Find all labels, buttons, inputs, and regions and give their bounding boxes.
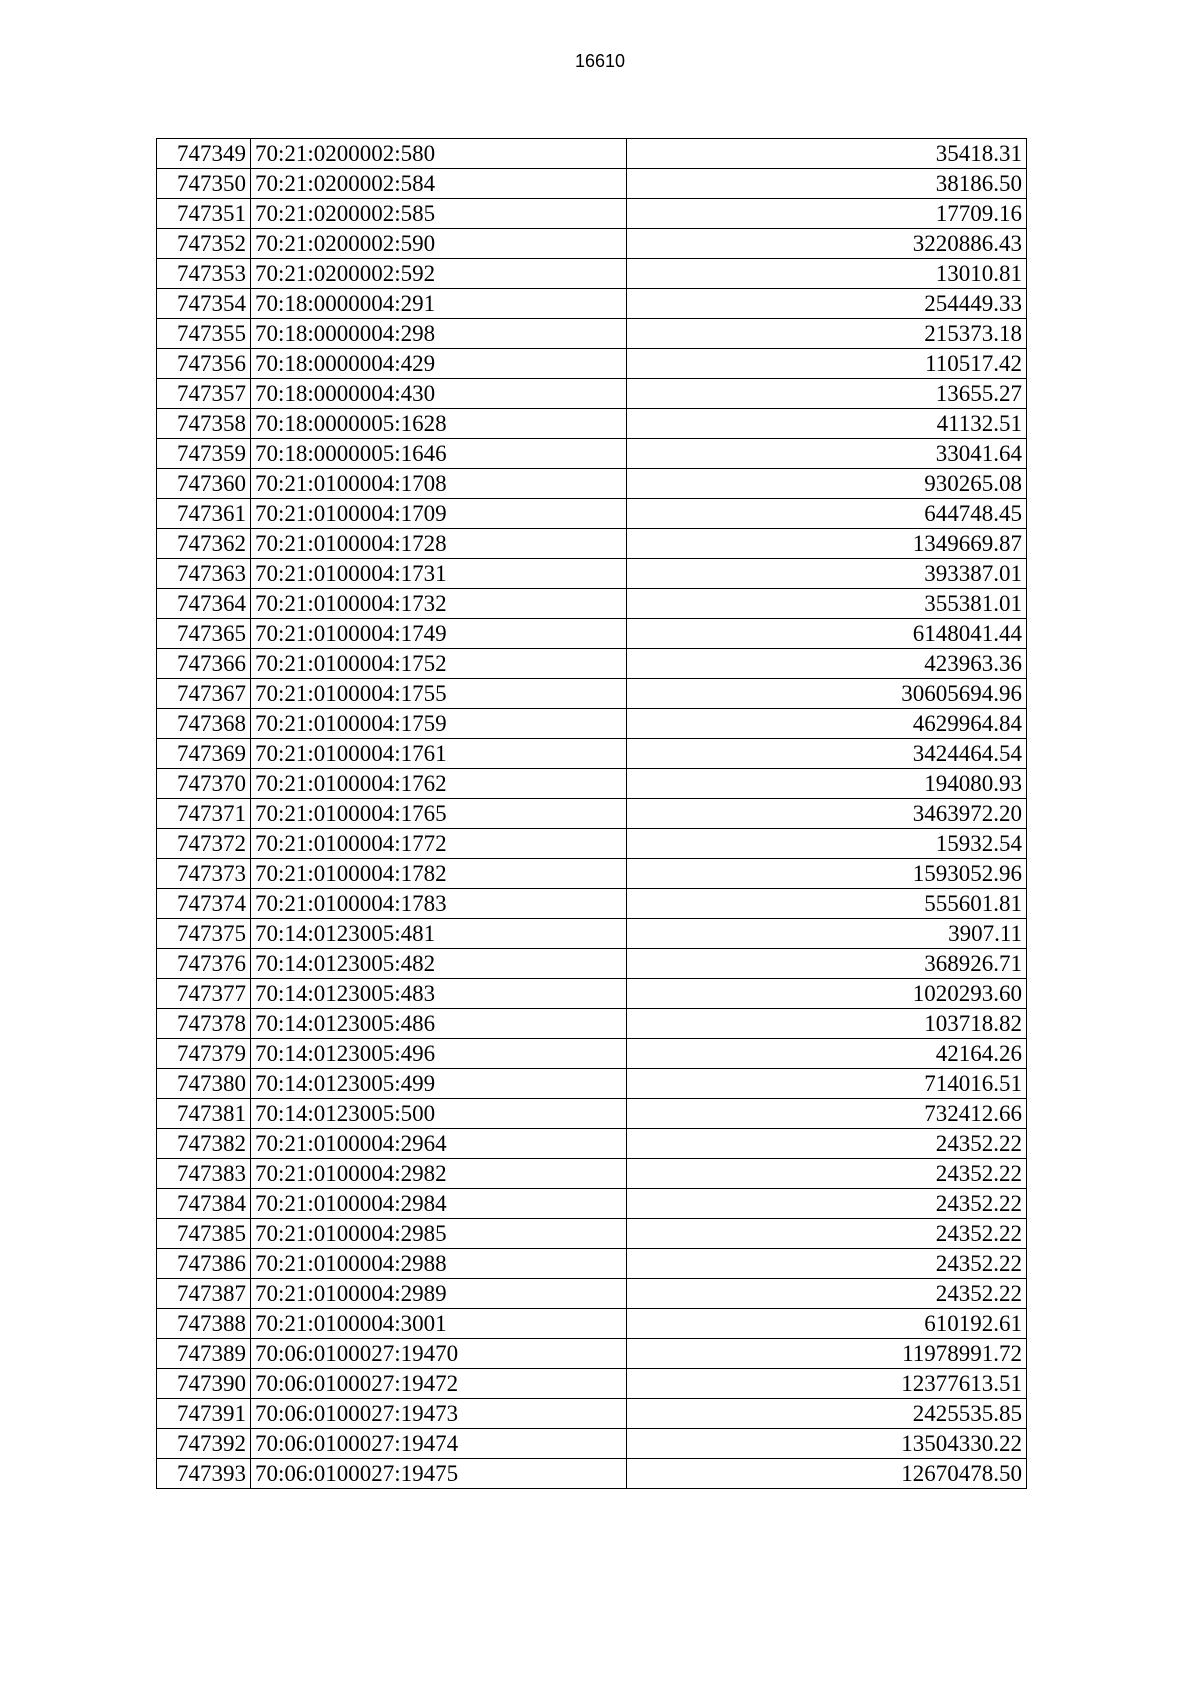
row-id-cell: 747357 xyxy=(157,379,251,409)
value-cell: 368926.71 xyxy=(627,949,1027,979)
row-id-cell: 747353 xyxy=(157,259,251,289)
value-cell: 1593052.96 xyxy=(627,859,1027,889)
row-id-cell: 747370 xyxy=(157,769,251,799)
row-id-cell: 747363 xyxy=(157,559,251,589)
table-row xyxy=(157,1459,1027,1489)
table-row xyxy=(157,1369,1027,1399)
table-row xyxy=(157,1219,1027,1249)
row-id-cell: 747376 xyxy=(157,949,251,979)
table-row xyxy=(157,619,1027,649)
table-row xyxy=(157,1039,1027,1069)
value-cell: 24352.22 xyxy=(627,1189,1027,1219)
cadastral-number-cell: 70:21:0100004:1783 xyxy=(251,889,627,919)
row-id-cell: 747381 xyxy=(157,1099,251,1129)
value-cell: 15932.54 xyxy=(627,829,1027,859)
value-cell: 3907.11 xyxy=(627,919,1027,949)
row-id-cell: 747386 xyxy=(157,1249,251,1279)
row-id-cell: 747392 xyxy=(157,1429,251,1459)
value-cell: 30605694.96 xyxy=(627,679,1027,709)
table-row xyxy=(157,469,1027,499)
cadastral-number-cell: 70:21:0100004:1708 xyxy=(251,469,627,499)
table-row xyxy=(157,409,1027,439)
table-row xyxy=(157,259,1027,289)
row-id-cell: 747354 xyxy=(157,289,251,319)
table-row xyxy=(157,499,1027,529)
table-row xyxy=(157,589,1027,619)
value-cell: 355381.01 xyxy=(627,589,1027,619)
table-row xyxy=(157,1099,1027,1129)
row-id-cell: 747368 xyxy=(157,709,251,739)
cadastral-number-cell: 70:18:0000005:1646 xyxy=(251,439,627,469)
value-cell: 3220886.43 xyxy=(627,229,1027,259)
row-id-cell: 747367 xyxy=(157,679,251,709)
value-cell: 35418.31 xyxy=(627,139,1027,169)
cadastral-number-cell: 70:21:0100004:1709 xyxy=(251,499,627,529)
table-row xyxy=(157,799,1027,829)
value-cell: 194080.93 xyxy=(627,769,1027,799)
value-cell: 24352.22 xyxy=(627,1249,1027,1279)
value-cell: 732412.66 xyxy=(627,1099,1027,1129)
value-cell: 1020293.60 xyxy=(627,979,1027,1009)
row-id-cell: 747389 xyxy=(157,1339,251,1369)
cadastral-value-table xyxy=(156,138,1027,1489)
table-row xyxy=(157,709,1027,739)
cadastral-number-cell: 70:21:0100004:1731 xyxy=(251,559,627,589)
table-row xyxy=(157,229,1027,259)
value-cell: 17709.16 xyxy=(627,199,1027,229)
value-cell: 12377613.51 xyxy=(627,1369,1027,1399)
row-id-cell: 747349 xyxy=(157,139,251,169)
table-row xyxy=(157,379,1027,409)
row-id-cell: 747377 xyxy=(157,979,251,1009)
value-cell: 38186.50 xyxy=(627,169,1027,199)
value-cell: 714016.51 xyxy=(627,1069,1027,1099)
cadastral-number-cell: 70:14:0123005:500 xyxy=(251,1099,627,1129)
cadastral-number-cell: 70:21:0200002:580 xyxy=(251,139,627,169)
row-id-cell: 747374 xyxy=(157,889,251,919)
table-row xyxy=(157,1339,1027,1369)
row-id-cell: 747371 xyxy=(157,799,251,829)
table-row xyxy=(157,289,1027,319)
table-row xyxy=(157,889,1027,919)
cadastral-number-cell: 70:06:0100027:19473 xyxy=(251,1399,627,1429)
row-id-cell: 747372 xyxy=(157,829,251,859)
value-cell: 24352.22 xyxy=(627,1279,1027,1309)
value-cell: 6148041.44 xyxy=(627,619,1027,649)
table-row xyxy=(157,919,1027,949)
row-id-cell: 747358 xyxy=(157,409,251,439)
cadastral-number-cell: 70:21:0100004:2988 xyxy=(251,1249,627,1279)
cadastral-number-cell: 70:21:0100004:1762 xyxy=(251,769,627,799)
value-cell: 42164.26 xyxy=(627,1039,1027,1069)
value-cell: 41132.51 xyxy=(627,409,1027,439)
cadastral-number-cell: 70:21:0100004:1772 xyxy=(251,829,627,859)
table-row xyxy=(157,769,1027,799)
row-id-cell: 747366 xyxy=(157,649,251,679)
value-cell: 644748.45 xyxy=(627,499,1027,529)
row-id-cell: 747373 xyxy=(157,859,251,889)
value-cell: 610192.61 xyxy=(627,1309,1027,1339)
row-id-cell: 747361 xyxy=(157,499,251,529)
cadastral-number-cell: 70:21:0100004:2982 xyxy=(251,1159,627,1189)
value-cell: 12670478.50 xyxy=(627,1459,1027,1489)
cadastral-number-cell: 70:21:0100004:1765 xyxy=(251,799,627,829)
row-id-cell: 747351 xyxy=(157,199,251,229)
row-id-cell: 747355 xyxy=(157,319,251,349)
value-cell: 2425535.85 xyxy=(627,1399,1027,1429)
cadastral-number-cell: 70:14:0123005:483 xyxy=(251,979,627,1009)
table-row xyxy=(157,139,1027,169)
row-id-cell: 747362 xyxy=(157,529,251,559)
value-cell: 393387.01 xyxy=(627,559,1027,589)
cadastral-number-cell: 70:21:0100004:3001 xyxy=(251,1309,627,1339)
table-row xyxy=(157,1399,1027,1429)
cadastral-number-cell: 70:21:0200002:585 xyxy=(251,199,627,229)
table-row xyxy=(157,559,1027,589)
row-id-cell: 747384 xyxy=(157,1189,251,1219)
cadastral-number-cell: 70:06:0100027:19474 xyxy=(251,1429,627,1459)
table-row xyxy=(157,649,1027,679)
value-cell: 24352.22 xyxy=(627,1159,1027,1189)
cadastral-number-cell: 70:21:0100004:1755 xyxy=(251,679,627,709)
row-id-cell: 747379 xyxy=(157,1039,251,1069)
table-row xyxy=(157,349,1027,379)
value-cell: 33041.64 xyxy=(627,439,1027,469)
row-id-cell: 747391 xyxy=(157,1399,251,1429)
table-row xyxy=(157,529,1027,559)
value-cell: 110517.42 xyxy=(627,349,1027,379)
table-row xyxy=(157,1009,1027,1039)
cadastral-number-cell: 70:06:0100027:19470 xyxy=(251,1339,627,1369)
cadastral-number-cell: 70:21:0100004:2984 xyxy=(251,1189,627,1219)
table-row xyxy=(157,1249,1027,1279)
row-id-cell: 747364 xyxy=(157,589,251,619)
table-row xyxy=(157,319,1027,349)
cadastral-number-cell: 70:21:0100004:2989 xyxy=(251,1279,627,1309)
cadastral-number-cell: 70:21:0100004:1752 xyxy=(251,649,627,679)
value-cell: 254449.33 xyxy=(627,289,1027,319)
value-cell: 3463972.20 xyxy=(627,799,1027,829)
row-id-cell: 747380 xyxy=(157,1069,251,1099)
cadastral-number-cell: 70:14:0123005:496 xyxy=(251,1039,627,1069)
table-row xyxy=(157,1159,1027,1189)
cadastral-number-cell: 70:21:0100004:1728 xyxy=(251,529,627,559)
table-row xyxy=(157,1309,1027,1339)
table-row xyxy=(157,439,1027,469)
table-row xyxy=(157,1129,1027,1159)
row-id-cell: 747369 xyxy=(157,739,251,769)
cadastral-number-cell: 70:21:0200002:584 xyxy=(251,169,627,199)
cadastral-number-cell: 70:21:0100004:1749 xyxy=(251,619,627,649)
value-cell: 103718.82 xyxy=(627,1009,1027,1039)
value-cell: 215373.18 xyxy=(627,319,1027,349)
cadastral-number-cell: 70:21:0100004:1732 xyxy=(251,589,627,619)
cadastral-number-cell: 70:14:0123005:499 xyxy=(251,1069,627,1099)
table-row xyxy=(157,949,1027,979)
row-id-cell: 747382 xyxy=(157,1129,251,1159)
value-cell: 13010.81 xyxy=(627,259,1027,289)
cadastral-number-cell: 70:21:0200002:592 xyxy=(251,259,627,289)
value-cell: 555601.81 xyxy=(627,889,1027,919)
table-row xyxy=(157,1279,1027,1309)
row-id-cell: 747383 xyxy=(157,1159,251,1189)
cadastral-number-cell: 70:21:0100004:1761 xyxy=(251,739,627,769)
value-cell: 423963.36 xyxy=(627,649,1027,679)
cadastral-number-cell: 70:18:0000004:298 xyxy=(251,319,627,349)
table-row xyxy=(157,1069,1027,1099)
row-id-cell: 747352 xyxy=(157,229,251,259)
cadastral-number-cell: 70:14:0123005:481 xyxy=(251,919,627,949)
page-number: 16610 xyxy=(574,51,626,71)
cadastral-number-cell: 70:18:0000005:1628 xyxy=(251,409,627,439)
cadastral-number-cell: 70:18:0000004:429 xyxy=(251,349,627,379)
value-cell: 24352.22 xyxy=(627,1219,1027,1249)
row-id-cell: 747365 xyxy=(157,619,251,649)
row-id-cell: 747385 xyxy=(157,1219,251,1249)
value-cell: 11978991.72 xyxy=(627,1339,1027,1369)
row-id-cell: 747378 xyxy=(157,1009,251,1039)
row-id-cell: 747350 xyxy=(157,169,251,199)
value-cell: 24352.22 xyxy=(627,1129,1027,1159)
table-row xyxy=(157,979,1027,1009)
value-cell: 1349669.87 xyxy=(627,529,1027,559)
table-row xyxy=(157,169,1027,199)
cadastral-number-cell: 70:21:0100004:2985 xyxy=(251,1219,627,1249)
table-body xyxy=(157,139,1027,1489)
cadastral-number-cell: 70:21:0100004:2964 xyxy=(251,1129,627,1159)
row-id-cell: 747356 xyxy=(157,349,251,379)
cadastral-number-cell: 70:14:0123005:482 xyxy=(251,949,627,979)
table-row xyxy=(157,1429,1027,1459)
cadastral-number-cell: 70:18:0000004:430 xyxy=(251,379,627,409)
table-row xyxy=(157,859,1027,889)
value-cell: 4629964.84 xyxy=(627,709,1027,739)
cadastral-number-cell: 70:14:0123005:486 xyxy=(251,1009,627,1039)
row-id-cell: 747359 xyxy=(157,439,251,469)
table-row xyxy=(157,199,1027,229)
table-row xyxy=(157,829,1027,859)
row-id-cell: 747390 xyxy=(157,1369,251,1399)
cadastral-number-cell: 70:21:0100004:1759 xyxy=(251,709,627,739)
row-id-cell: 747375 xyxy=(157,919,251,949)
table-row xyxy=(157,739,1027,769)
row-id-cell: 747388 xyxy=(157,1309,251,1339)
value-cell: 13504330.22 xyxy=(627,1429,1027,1459)
value-cell: 930265.08 xyxy=(627,469,1027,499)
value-cell: 13655.27 xyxy=(627,379,1027,409)
cadastral-number-cell: 70:06:0100027:19472 xyxy=(251,1369,627,1399)
row-id-cell: 747393 xyxy=(157,1459,251,1489)
table-row xyxy=(157,679,1027,709)
row-id-cell: 747360 xyxy=(157,469,251,499)
cadastral-number-cell: 70:06:0100027:19475 xyxy=(251,1459,627,1489)
cadastral-number-cell: 70:21:0100004:1782 xyxy=(251,859,627,889)
cadastral-number-cell: 70:21:0200002:590 xyxy=(251,229,627,259)
value-cell: 3424464.54 xyxy=(627,739,1027,769)
table-row xyxy=(157,1189,1027,1219)
row-id-cell: 747387 xyxy=(157,1279,251,1309)
cadastral-number-cell: 70:18:0000004:291 xyxy=(251,289,627,319)
